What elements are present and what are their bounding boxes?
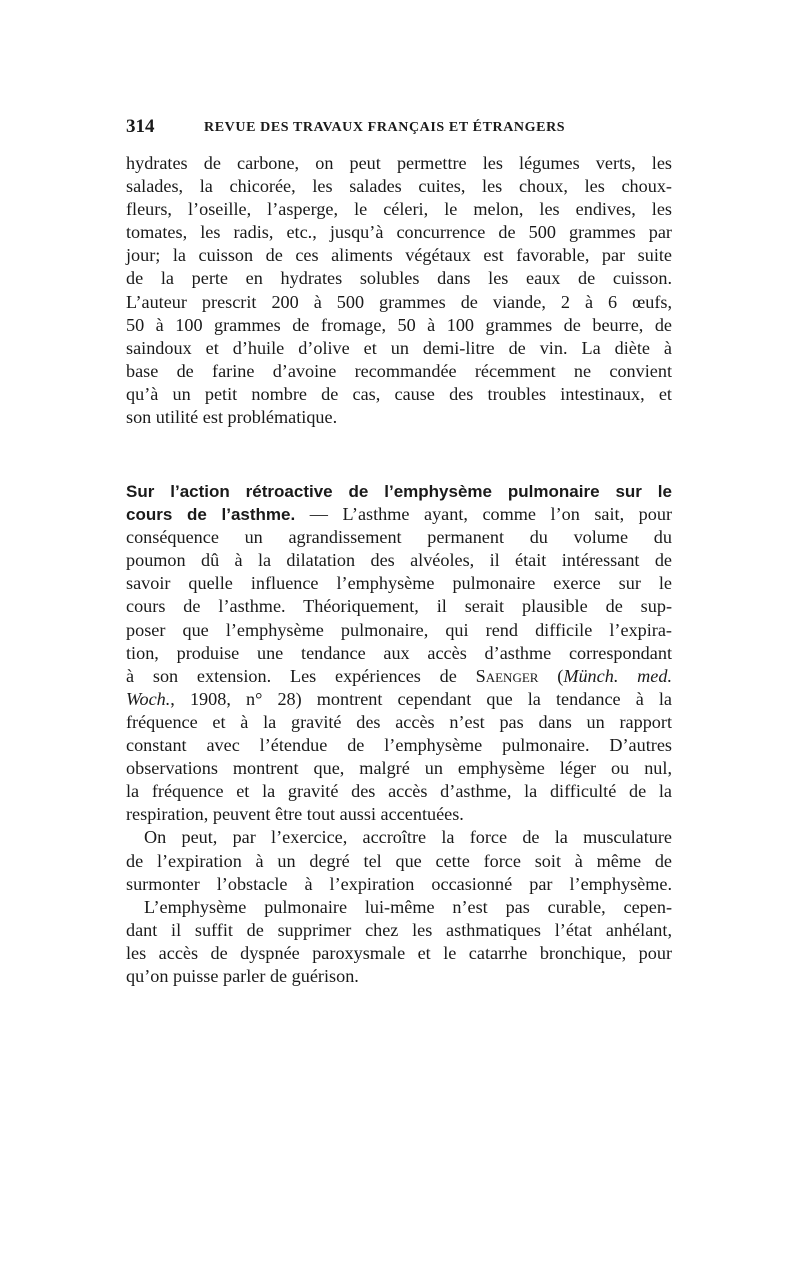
article-heading: Sur l’action rétroactive de l’emphysème pulmonaire sur le xyxy=(126,482,672,501)
text-line: de la perte en hydrates solubles dans les eaux de cuisson. xyxy=(126,268,672,289)
article-emphysema-asthma xyxy=(126,480,672,988)
text-line xyxy=(126,665,672,688)
text-line: poumon dû à la dilatation des alvéoles, il était intéressant de xyxy=(126,550,672,571)
text-line: salades, la chicorée, les salades cuites, les choux, les choux- xyxy=(126,176,672,197)
text-line: de l’expiration à un degré tel que cette force soit à même de xyxy=(126,850,672,871)
text-segment: à son extension. Les expériences de xyxy=(126,665,457,686)
heading-continuation: — L’asthme ayant, comme l’on sait, pour xyxy=(295,504,672,525)
text-line: hydrates de carbone, on peut permettre les légumes verts, les xyxy=(126,153,672,173)
text-line: 50 à 100 grammes de fromage, 50 à 100 grammes de beurre, de xyxy=(126,314,672,335)
text-line: respiration, peuvent être tout aussi accentuées. xyxy=(126,804,464,825)
running-title: REVUE DES TRAVAUX FRANÇAIS ET ÉTRANGERS xyxy=(204,120,566,135)
text-line: saindoux et d’huile d’olive et un demi-litre de vin. La diète à xyxy=(126,337,672,358)
text-line: observations montrent que, malgré un emphysème léger ou nul, xyxy=(126,758,672,779)
page-number: 314 xyxy=(126,116,155,137)
text-line: cours de l’asthme. Théoriquement, il serait plausible de sup- xyxy=(126,596,672,617)
text-line: qu’à un petit nombre de cas, cause des troubles intestinaux, et xyxy=(126,383,672,404)
text-line: fréquence et à la gravité des accès n’est pas dans un rapport xyxy=(126,711,672,732)
text-line xyxy=(126,688,672,711)
text-line: tomates, les radis, etc., jusqu’à concurrence de 500 grammes par xyxy=(126,222,672,243)
article-heading-end: cours de l’asthme. xyxy=(126,505,296,525)
text-line: dant il suffit de supprimer chez les asthmatiques l’état anhélant, xyxy=(126,919,672,940)
text-line: la fréquence et la gravité des accès d’asthme, la difficulté de la xyxy=(126,781,672,802)
author-name: Saenger xyxy=(475,665,539,686)
article-heading-line xyxy=(126,480,672,503)
paragraph-diet xyxy=(126,152,672,429)
text-line: son utilité est problématique. xyxy=(126,407,338,428)
text-line: fleurs, l’oseille, l’asperge, le céleri, le melon, les endives, les xyxy=(126,199,672,220)
text-line: les accès de dyspnée paroxysmale et le catarrhe bronchique, pour xyxy=(126,942,672,963)
citation-journal: Münch. med. xyxy=(563,665,673,686)
text-line: tion, produise une tendance aux accès d’asthme correspondant xyxy=(126,642,672,663)
running-head xyxy=(126,116,686,140)
text-line xyxy=(126,503,672,526)
text-line: qu’on puisse parler de guérison. xyxy=(126,965,359,986)
text-line: L’auteur prescrit 200 à 500 grammes de viande, 2 à 6 œufs, xyxy=(126,291,672,312)
citation-open: ( xyxy=(538,665,564,686)
text-line: L’emphysème pulmonaire lui-même n’est pas curable, cepen- xyxy=(144,896,672,917)
text-line: savoir quelle influence l’emphysème pulmonaire exerce sur le xyxy=(126,573,672,594)
text-line: conséquence un agrandissement permanent du volume du xyxy=(126,527,672,548)
text-line: surmonter l’obstacle à l’expiration occasionné par l’emphysème. xyxy=(126,873,672,894)
citation-journal-cont: Woch. xyxy=(126,688,171,709)
text-line: constant avec l’étendue de l’emphysème pulmonaire. D’autres xyxy=(126,735,672,756)
text-line: jour; la cuisson de ces aliments végétaux est favorable, par suite xyxy=(126,245,672,266)
text-line: base de farine d’avoine recommandée récemment ne convient xyxy=(126,360,672,381)
citation-rest: , 1908, n° 28) montrent cependant que la tendance à la xyxy=(170,688,672,709)
text-line: poser que l’emphysème pulmonaire, qui rend difficile l’expira- xyxy=(126,619,672,640)
text-line: On peut, par l’exercice, accroître la force de la musculature xyxy=(144,827,672,848)
